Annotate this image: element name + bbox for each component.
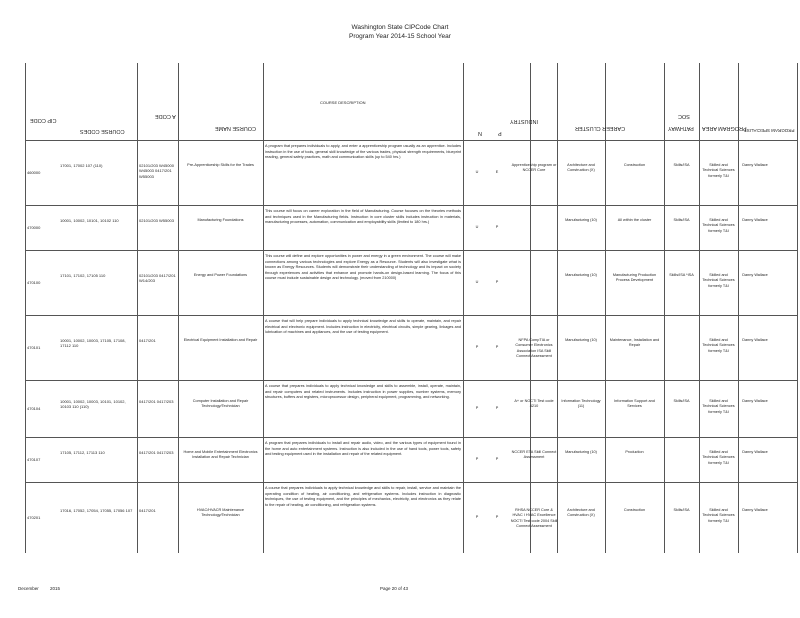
- cell-program-area: Skills/ISA: [673, 398, 690, 403]
- cell-program-area: Skills/ISA: [673, 507, 690, 512]
- cell-pathway: Manufacturing Production Process Development: [612, 272, 657, 283]
- cell-pathway: Construction: [623, 162, 646, 167]
- cell-description: A program that prepares individuals to apply, and enter a apprenticeship program usually as an apprentice. Includes instruction in the use of tools, general skill knowledge of the various trades, physical strength requirements, blueprint reading, general safety practices, math and communication skills (up to 540 hrs.): [265, 144, 461, 160]
- cell-status: Skilled and Technical Sciences formerly T&I: [702, 272, 735, 288]
- cell-specialist: Danny Wallace: [742, 162, 768, 167]
- cell-program-area: [666, 450, 697, 481]
- header-course-name: COURSE NAME: [215, 125, 256, 131]
- header-col-p: P: [498, 130, 502, 136]
- cell-col-p: P: [495, 456, 499, 461]
- cell-col-n: U: [475, 224, 479, 229]
- cell-specialist: Danny Wallace: [742, 337, 768, 342]
- header-pathway: PATHWAY: [668, 125, 694, 131]
- cell-course-name: Pre-Apprenticeship Skills for the Trades: [187, 162, 254, 167]
- cell-specialist: Danny Wallace: [742, 507, 768, 512]
- cell-program-area: Skills/ISA: [673, 217, 690, 222]
- cell-course-name: Home and Mobile Entertainment Electronics Installation and Repair Technician: [183, 449, 258, 460]
- cell-course-name: HVAC/HVACR Maintenance Technology/Technician: [196, 507, 245, 518]
- cell-career-cluster: Manufacturing (10): [565, 217, 597, 222]
- cell-career-cluster: Manufacturing (10): [565, 337, 597, 342]
- cell-pathway: Information Support and Services: [614, 398, 655, 409]
- cell-course-name: Energy and Power Foundations: [193, 272, 248, 277]
- cell-cip: 460000: [27, 169, 41, 175]
- cell-program-area: Skills/ISA *ISA: [669, 272, 694, 277]
- cell-description: This course will define and explore opportunities in power and energy in a green environment. The course will make connections among various technologies and explore Energy as a Resource. Students will also investigate what is known as Energy Resources. Students will demonstrate their understanding of technology and its impact on society through experiences and activities that enhance and promote hands-on design-based learning. The focus of this course must include sustainable design and technology. (moved from 210000): [265, 254, 461, 281]
- cell-course-codes: 17101, 17102, 17105 110: [60, 272, 106, 278]
- header-program-specialist: PROGRAM SPECIALIST: [744, 128, 795, 133]
- cell-col-p: P: [495, 224, 499, 229]
- header-course-codes: COURSE CODES: [80, 128, 125, 134]
- cell-cip: 470107: [27, 456, 41, 462]
- cell-a-code: 02101/203 W45000 W45003 0417/201 W55003: [139, 162, 174, 179]
- cell-course-name: Manufacturing Foundations: [197, 217, 244, 222]
- header-career-cluster: CAREER CLUSTER: [575, 125, 626, 131]
- cell-a-code: 0417/201 0417/203: [139, 449, 174, 455]
- cell-cip: 470201: [27, 514, 41, 520]
- cell-a-code: 0417/201 0417/203: [139, 398, 174, 404]
- cell-status: Skilled and Technical Sciences formerly T&I: [702, 337, 735, 353]
- header-program-area: PROGRAM AREA: [702, 125, 747, 131]
- cell-col-n: P: [475, 514, 479, 519]
- cell-col-p: P: [495, 514, 499, 519]
- footer-page: Page 20 of 43: [380, 586, 409, 591]
- footer-year: 2015: [50, 586, 61, 591]
- cell-col-p: E: [495, 169, 499, 174]
- cell-course-codes: 17001, 17002 107 (110): [60, 162, 103, 168]
- footer-month: December: [18, 586, 39, 591]
- cell-career-cluster: Information Technology (11): [561, 398, 601, 409]
- cell-course-name: Electrical Equipment Installation and Repair: [183, 337, 258, 342]
- header-course-description: COURSE DESCRIPTION: [320, 100, 366, 105]
- cell-col-p: P: [495, 405, 499, 410]
- cell-pathway: Construction: [623, 507, 646, 512]
- cell-col-p: P: [495, 279, 499, 284]
- cell-pathway: All within the cluster: [617, 217, 652, 222]
- cell-col-n: U: [475, 279, 479, 284]
- cell-specialist: Danny Wallace: [742, 272, 768, 277]
- header-cip-code: CIP CODE: [30, 117, 57, 123]
- cell-col-n: U: [475, 169, 479, 174]
- cell-a-code: 0417/201: [139, 337, 156, 343]
- cell-career-cluster: Architecture and Construction (X): [567, 162, 595, 173]
- cell-course-codes: 10001, 10002, 10003, 10101, 10102, 10103 110 (110): [60, 398, 126, 410]
- cell-a-code: 02101/203 W55003: [139, 217, 174, 223]
- cell-a-code: 0417/201: [139, 507, 156, 513]
- cell-col-p: P: [495, 344, 499, 349]
- cell-course-codes: 17105, 17112, 17113 110: [60, 449, 105, 455]
- cell-career-cluster: Manufacturing (10): [565, 449, 597, 454]
- cell-description: A course that will help prepare individuals to apply technical knowledge and skills to operate, maintain, and repair electrical and electronic equipment. Includes instruction in electricity, electrical circuits, simple gearing, linkages and lubrication of machines and appliances, and the use of testing equipment.: [265, 319, 461, 335]
- cell-description: A course that prepares individuals to apply technical knowledge and skills to repair, install, service and maintain the operating condition of heating, air conditioning, and refrigeration systems. Includes instruction in diagnostic techniques, the use of testing equipment, and the principles of mechanics, electricity, and electronics as they relate to the repair of heating, air conditioning, and refrigeration systems.: [265, 486, 461, 507]
- cell-program-area: [666, 338, 697, 379]
- cell-cip: 470101: [27, 344, 41, 350]
- cell-status: Skilled and Technical Sciences formerly T&I: [702, 507, 735, 523]
- cell-cip: 470104: [27, 405, 41, 411]
- cell-cip: 470000: [27, 224, 41, 230]
- header-soc: SOC: [678, 113, 690, 119]
- cell-industry: [510, 273, 558, 314]
- cell-industry: Apprenticeship program or NCCER Core: [511, 162, 557, 173]
- cell-program-area: Skills/ISA: [673, 162, 690, 167]
- cell-course-codes: 10001, 10002, 10101, 10102 110: [60, 217, 119, 223]
- cell-industry: NFPA CompTIA or Consumer Electronics Association ISA Skill Connect Assessment: [515, 337, 553, 359]
- title-line-2: Program Year 2014-15 School Year: [349, 33, 451, 40]
- cell-specialist: Danny Wallace: [742, 398, 768, 403]
- cell-status: Skilled and Technical Sciences formerly T&I: [702, 217, 735, 233]
- cell-a-code: 02101/203 0417/201 W14/203: [139, 272, 176, 284]
- cell-specialist: Danny Wallace: [742, 217, 768, 222]
- cell-course-name: Computer Installation and Repair Technology/Technician: [192, 398, 249, 409]
- cell-col-n: P: [475, 405, 479, 410]
- cell-career-cluster: Architecture and Construction (X): [567, 507, 595, 518]
- cell-industry: [510, 218, 558, 249]
- title-line-1: Washington State CIPCode Chart: [351, 24, 449, 31]
- cell-career-cluster: Manufacturing (10): [565, 272, 597, 277]
- cell-specialist: Danny Wallace: [742, 449, 768, 454]
- cell-course-codes: 17016, 17052, 17054, 17055, 17056 107: [60, 507, 133, 513]
- cell-pathway: Maintenance, Installation and Repair: [609, 337, 660, 348]
- header-col-n: N: [478, 130, 482, 136]
- cell-cip: 470100: [27, 279, 41, 285]
- cell-description: A program that prepares individuals to install and repair audio, video, and the various types of equipment found in the home and auto entertainment systems. Instruction is also included in the use of hand tools, power tools, safety and testing equipment used in the installation and repair of the related equipment.: [265, 441, 461, 457]
- cell-industry: NCCER ETA Skill Connect Assessment: [511, 449, 557, 460]
- cell-status: Skilled and Technical Sciences formerly T&I: [702, 398, 735, 414]
- header-a-code: A CODE: [155, 113, 176, 119]
- cell-col-n: P: [475, 456, 479, 461]
- cell-industry: A+ or NOCTI Test code 4210: [514, 398, 554, 409]
- header-industry: INDUSTRY: [510, 118, 539, 124]
- cell-course-codes: 10001, 10002, 10003, 17105, 17108, 17112 110: [60, 337, 126, 349]
- cell-industry: RHSA NCCER Core & HVAC I HVAC Excellence NOCTI Test code 2004 Skill Connect Assessment: [510, 507, 558, 529]
- cell-col-n: P: [475, 344, 479, 349]
- cell-status: Skilled and Technical Sciences formerly T&I: [702, 449, 735, 465]
- cell-status: Skilled and Technical Sciences formerly T&I: [702, 162, 735, 178]
- cell-pathway: Production: [625, 449, 644, 454]
- cell-description: A course that prepares individuals to apply technical knowledge and skills to assemble, install, operate, maintain, and repair computers and related instruments. Includes instruction in power supplies, number systems, memory structures, buffers and registers, microprocessor design, peripheral equipment, programming, and networking.: [265, 384, 461, 400]
- cell-description: This course will focus on career exploration in the field of Manufacturing. Course focuses on the theories methods and techniques used in the Manufacturing fields. Instruction in core cluster skills includes instruction in materials, manufacturing processes, automation, communication and employability skills (limited to 180 hrs.): [265, 209, 461, 225]
